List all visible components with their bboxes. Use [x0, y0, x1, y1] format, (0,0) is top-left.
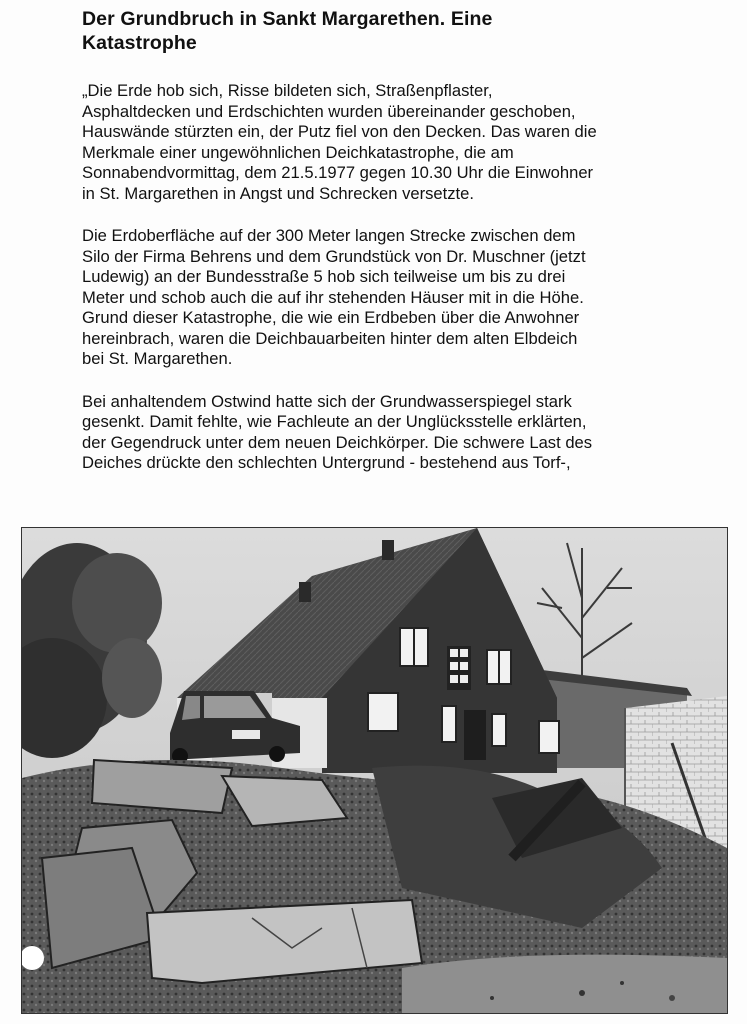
- text-line: hereinbrach, waren die Deichbauarbeiten hinter dem alten Elbdeich: [82, 328, 578, 348]
- text-line: in St. Margarethen in Angst und Schrecken versetzte.: [82, 183, 475, 203]
- text-line: „Die Erde hob sich, Risse bildeten sich, Straßenpflaster,: [82, 81, 493, 100]
- text-line: Meter und schob auch die auf ihr stehenden Häuser mit in die Höhe.: [82, 287, 584, 307]
- text-line: gesenkt. Damit fehlte, wie Fachleute an der Unglücksstelle erklärten,: [82, 412, 587, 431]
- article-body: [82, 81, 672, 496]
- title-line: Der Grundbruch in Sankt Margarethen. Eine: [82, 8, 493, 30]
- text-line: Die Erdoberfläche auf der 300 Meter langen Strecke zwischen dem: [82, 226, 576, 245]
- text-line: Silo der Firma Behrens und dem Grundstück von Dr. Muschner (jetzt: [82, 246, 586, 266]
- photo-house-icon: [21, 527, 728, 1014]
- paragraph-2: [82, 226, 672, 370]
- paragraph-3: [82, 392, 672, 474]
- text-line: Asphaltdecken und Erdschichten wurden übereinander geschoben,: [82, 101, 576, 121]
- text-line: Ludewig) an der Bundesstraße 5 hob sich teilweise um bis zu drei: [82, 267, 566, 286]
- text-line: Grund dieser Katastrophe, die wie ein Erdbeben über die Anwohner: [82, 308, 580, 327]
- page-title: [82, 7, 602, 55]
- paragraph-1: [82, 81, 672, 204]
- text-line: Bei anhaltendem Ostwind hatte sich der Grundwasserspiegel stark: [82, 391, 572, 411]
- title-line: Katastrophe: [82, 32, 197, 54]
- text-line: Sonnabendvormittag, dem 21.5.1977 gegen 10.30 Uhr die Einwohner: [82, 163, 594, 182]
- text-line: Merkmale einer ungewöhnlichen Deichkatastrophe, die am: [82, 142, 514, 162]
- text-line: der Gegendruck unter dem neuen Deichkörper. Die schwere Last des: [82, 432, 593, 452]
- text-line: bei St. Margarethen.: [82, 349, 233, 368]
- text-line: Hauswände stürzten ein, der Putz fiel von den Decken. Das waren die: [82, 122, 597, 141]
- text-line: Deiches drückte den schlechten Untergrund - bestehend aus Torf-,: [82, 453, 571, 472]
